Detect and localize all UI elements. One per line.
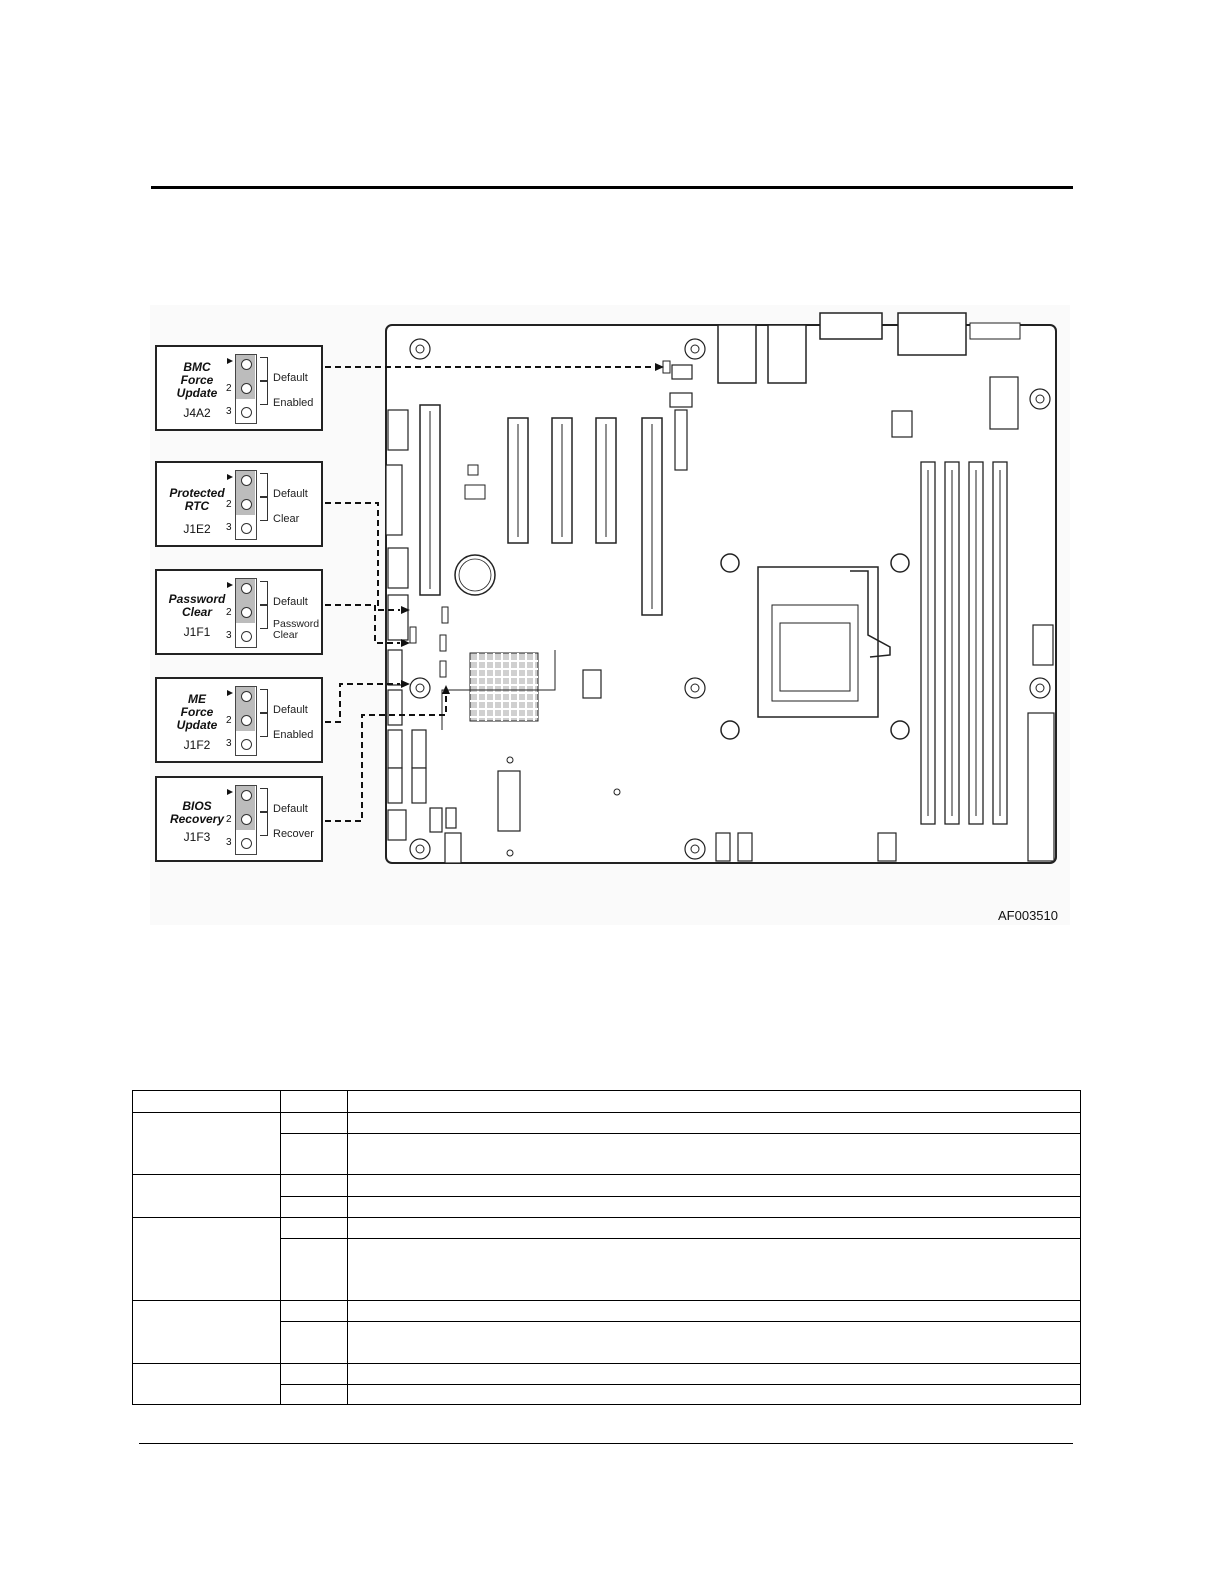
table-cell	[348, 1134, 1081, 1175]
figure-id-label: AF003510	[998, 908, 1058, 923]
pin1-marker-icon	[227, 358, 233, 364]
pin-icon	[241, 691, 252, 702]
jumper-name: Protected RTC	[169, 486, 225, 513]
bracket-default	[260, 581, 268, 605]
pch-heatsink	[470, 653, 538, 721]
bracket-option	[260, 713, 268, 737]
pin-icon	[241, 790, 252, 801]
pin1-marker-icon	[227, 789, 233, 795]
option-label: Default	[273, 372, 308, 384]
pin-icon	[241, 359, 252, 370]
pin-number: 2	[226, 499, 232, 510]
table-cell	[348, 1301, 1081, 1322]
table-cell	[348, 1113, 1081, 1134]
bracket-default	[260, 357, 268, 381]
jumper-ref: J4A2	[183, 406, 211, 420]
table-cell	[133, 1301, 281, 1364]
vga-port	[898, 313, 966, 355]
table-cell	[281, 1385, 348, 1405]
table-cell	[281, 1239, 348, 1301]
pin-icon	[241, 838, 252, 849]
option-label: Enabled	[273, 397, 314, 409]
jumper-name: BIOS Recovery	[169, 799, 225, 826]
jumper-ref: J1E2	[183, 522, 211, 536]
jumper-box-bios-recovery	[155, 776, 323, 862]
jumper-ref: J1F3	[183, 830, 211, 844]
table-cell	[348, 1091, 1081, 1113]
jumper-box-protected-rtc	[155, 461, 323, 547]
jumper-table	[132, 1090, 1081, 1405]
jumper-header-icon	[235, 785, 257, 855]
table-cell	[281, 1197, 348, 1218]
jumper-ref: J1F2	[183, 738, 211, 752]
small-chip-2	[465, 485, 485, 499]
jumper-name: Password Clear	[168, 592, 226, 619]
diag-leds	[970, 323, 1020, 339]
small-chip	[468, 465, 478, 475]
option-label: Default	[273, 596, 308, 608]
pin1-marker-icon	[227, 690, 233, 696]
pin-number: 3	[226, 522, 232, 533]
pin-number: 2	[226, 814, 232, 825]
jumper-name: BMC Force Update	[176, 360, 218, 400]
pin-icon	[241, 739, 252, 750]
table-cell	[133, 1175, 281, 1218]
pin-number: 2	[226, 715, 232, 726]
table-cell	[348, 1239, 1081, 1301]
table-row	[133, 1113, 1081, 1134]
table-row	[133, 1218, 1081, 1239]
pin-icon	[241, 583, 252, 594]
pin-icon	[241, 814, 252, 825]
pin-number: 2	[226, 607, 232, 618]
jumper-name: ME Force Update	[176, 692, 218, 732]
option-label: Password Clear	[273, 618, 320, 641]
jumper-header-icon	[235, 686, 257, 756]
pin-icon	[241, 631, 252, 642]
pin-icon	[241, 607, 252, 618]
bracket-default	[260, 788, 268, 812]
pin-icon	[241, 475, 252, 486]
table-cell	[281, 1175, 348, 1197]
pin-icon	[241, 499, 252, 510]
table-cell	[281, 1218, 348, 1239]
table-cell	[281, 1364, 348, 1385]
option-label: Enabled	[273, 729, 314, 741]
table-cell	[133, 1364, 281, 1405]
table-cell	[348, 1197, 1081, 1218]
pin-number: 3	[226, 406, 232, 417]
bracket-option	[260, 812, 268, 836]
footer-rule	[139, 1443, 1073, 1444]
table-cell	[281, 1091, 348, 1113]
option-label: Clear	[273, 513, 300, 525]
table-cell	[348, 1385, 1081, 1405]
table-cell	[348, 1322, 1081, 1364]
table-cell	[348, 1175, 1081, 1197]
jumper-header-icon	[235, 354, 257, 424]
table-cell	[281, 1322, 348, 1364]
serial-port	[820, 313, 882, 339]
jumper-header-icon	[235, 578, 257, 648]
pin1-marker-icon	[227, 474, 233, 480]
option-label: Default	[273, 488, 308, 500]
table-cell	[281, 1113, 348, 1134]
bracket-default	[260, 473, 268, 497]
pin1-marker-icon	[227, 582, 233, 588]
table-cell	[133, 1113, 281, 1175]
pin-icon	[241, 715, 252, 726]
bracket-option	[260, 605, 268, 629]
option-label: Recover	[273, 828, 314, 840]
jumper-box-password-clear	[155, 569, 323, 655]
pin-icon	[241, 523, 252, 534]
table-header-row	[133, 1091, 1081, 1113]
option-label: Default	[273, 704, 308, 716]
table-cell	[348, 1364, 1081, 1385]
bracket-default	[260, 689, 268, 713]
rear-usb-stack-1	[718, 325, 756, 383]
table-row	[133, 1301, 1081, 1322]
cmos-battery	[455, 555, 495, 595]
jumper-box-bmc-force-update	[155, 345, 323, 431]
table-cell	[281, 1134, 348, 1175]
jumper-box-me-force-update	[155, 677, 323, 763]
pin-number: 2	[226, 383, 232, 394]
table-cell	[133, 1091, 281, 1113]
table-cell	[133, 1218, 281, 1301]
pin-number: 3	[226, 630, 232, 641]
header-rule	[151, 186, 1073, 189]
table-cell	[348, 1218, 1081, 1239]
option-label: Default	[273, 803, 308, 815]
jumper-location-figure	[150, 305, 1070, 925]
jumper-header-icon	[235, 470, 257, 540]
table-row	[133, 1175, 1081, 1197]
pin-icon	[241, 407, 252, 418]
pin-icon	[241, 383, 252, 394]
bracket-option	[260, 497, 268, 521]
pin-number: 3	[226, 738, 232, 749]
rear-usb-stack-2	[768, 325, 806, 383]
bracket-option	[260, 381, 268, 405]
jumper-ref: J1F1	[183, 625, 211, 639]
table-cell	[281, 1301, 348, 1322]
table-row	[133, 1364, 1081, 1385]
pin-number: 3	[226, 837, 232, 848]
